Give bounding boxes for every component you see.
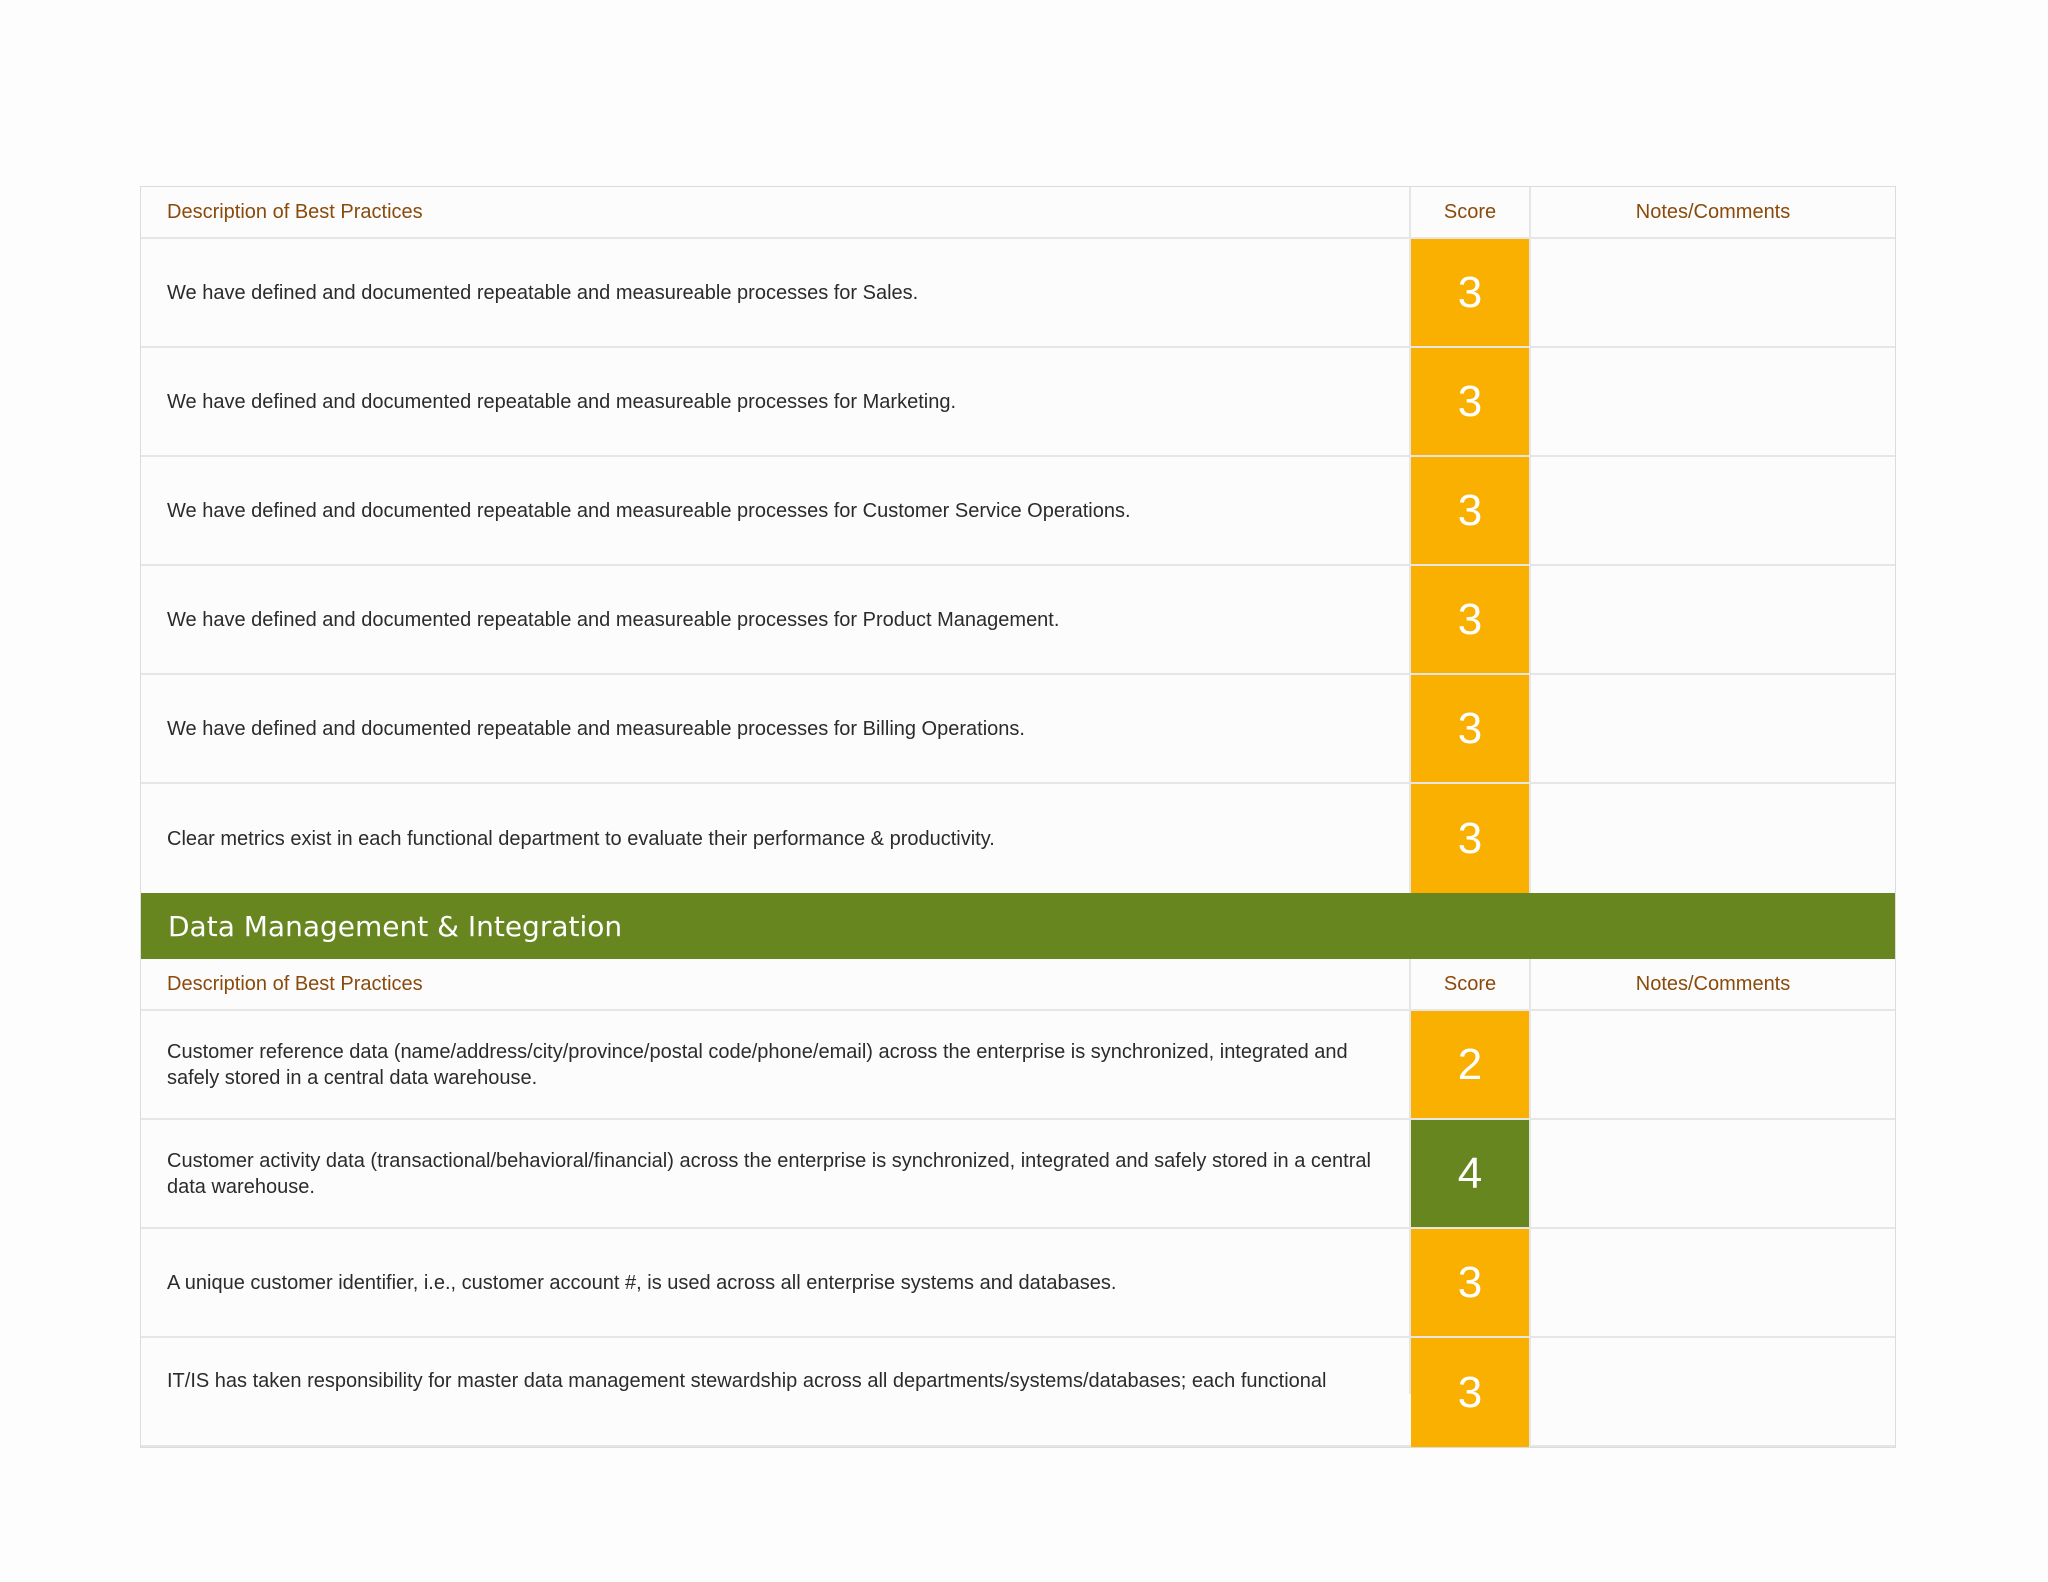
header-notes: Notes/Comments	[1635, 200, 1791, 223]
score-cell[interactable]: 4	[1411, 1120, 1531, 1227]
notes-cell[interactable]	[1531, 457, 1895, 564]
table-viewport	[140, 186, 1896, 1417]
practice-description: IT/IS has taken responsibility for master data management stewardship across all departments/systems/databases; each functional	[141, 1338, 1411, 1394]
table-row	[141, 1338, 1895, 1447]
notes-cell[interactable]	[1531, 348, 1895, 455]
practice-description: We have defined and documented repeatable and measureable processes for Marketing.	[141, 348, 1411, 455]
notes-cell[interactable]	[1531, 1120, 1895, 1227]
header-description: Description of Best Practices	[141, 187, 1411, 237]
notes-cell[interactable]	[1531, 1229, 1895, 1336]
table-header-row	[141, 187, 1895, 239]
table-row	[141, 675, 1895, 784]
score-cell[interactable]: 3	[1411, 457, 1531, 564]
practice-description: We have defined and documented repeatable and measureable processes for Billing Operations.	[141, 675, 1411, 782]
score-cell[interactable]: 3	[1411, 784, 1531, 893]
table-row	[141, 239, 1895, 348]
header-description: Description of Best Practices	[141, 959, 1411, 1009]
notes-cell[interactable]	[1531, 784, 1895, 893]
practice-description: A unique customer identifier, i.e., customer account #, is used across all enterprise systems and databases.	[141, 1229, 1411, 1336]
score-cell[interactable]: 3	[1411, 1338, 1531, 1447]
table-row	[141, 348, 1895, 457]
score-cell[interactable]: 3	[1411, 675, 1531, 782]
practice-description: We have defined and documented repeatable and measureable processes for Customer Service Operations.	[141, 457, 1411, 564]
header-score: Score	[1411, 187, 1531, 237]
table-row	[141, 1229, 1895, 1338]
table-row	[141, 1120, 1895, 1229]
notes-cell[interactable]	[1531, 1011, 1895, 1118]
notes-cell[interactable]	[1531, 675, 1895, 782]
table-row	[141, 566, 1895, 675]
score-cell[interactable]: 2	[1411, 1011, 1531, 1118]
practice-description: We have defined and documented repeatable and measureable processes for Product Management.	[141, 566, 1411, 673]
header-notes: Notes/Comments	[1635, 972, 1791, 995]
table-row	[141, 1011, 1895, 1120]
score-cell[interactable]: 3	[1411, 239, 1531, 346]
header-score: Score	[1411, 959, 1531, 1009]
practice-description: We have defined and documented repeatable and measureable processes for Sales.	[141, 239, 1411, 346]
score-cell[interactable]: 3	[1411, 1229, 1531, 1336]
table-row	[141, 457, 1895, 566]
table-row	[141, 784, 1895, 893]
practice-description: Customer activity data (transactional/behavioral/financial) across the enterprise is synchronized, integrated and safely stored in a central data warehouse.	[141, 1120, 1411, 1227]
score-cell[interactable]: 3	[1411, 348, 1531, 455]
score-cell[interactable]: 3	[1411, 566, 1531, 673]
practice-description: Clear metrics exist in each functional department to evaluate their performance & productivity.	[141, 784, 1411, 893]
notes-cell[interactable]	[1531, 239, 1895, 346]
table-header-row	[141, 959, 1895, 1011]
section-heading-data-management: Data Management & Integration	[141, 893, 1895, 959]
notes-cell[interactable]	[1531, 566, 1895, 673]
practice-description: Customer reference data (name/address/city/province/postal code/phone/email) across the enterprise is synchronized, integrated and safely stored in a central data warehouse.	[141, 1011, 1411, 1118]
best-practices-table	[140, 186, 1896, 1448]
